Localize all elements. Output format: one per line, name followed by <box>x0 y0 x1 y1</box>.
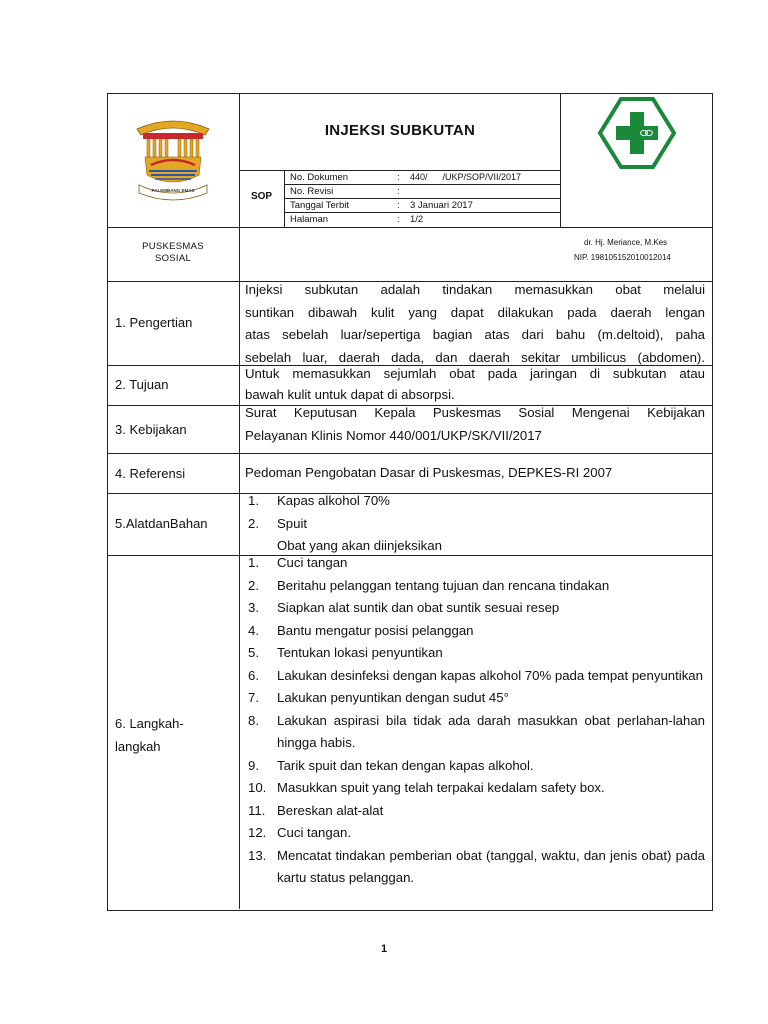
meta-sep-dokumen: : <box>397 172 400 183</box>
section-list-langkah <box>248 552 705 890</box>
list-item-text: Tentukan lokasi penyuntikan <box>277 645 443 660</box>
page-number: 1 <box>380 943 388 955</box>
list-item-text: Lakukan aspirasi bila tidak ada darah masukkan obat perlahan-lahan hingga habis. <box>277 712 705 750</box>
list-item-text: Siapkan alat suntik dan obat suntik sesuai resep <box>277 600 560 615</box>
meta-top-line <box>239 170 561 171</box>
health-cross-icon <box>597 97 677 169</box>
meta-line-3 <box>284 198 561 199</box>
list-item <box>248 513 705 536</box>
list-item-number: 13. <box>248 847 267 863</box>
list-item-number: 5. <box>248 645 259 660</box>
meta-value-tanggal: 3 Januari 2017 <box>410 200 473 211</box>
langkah-label-line2: langkah <box>115 738 161 754</box>
list-item <box>248 755 705 778</box>
list-item <box>248 800 705 823</box>
list-item <box>248 665 705 688</box>
org-name <box>107 241 239 265</box>
list-item-number: 1. <box>248 555 259 570</box>
list-item-number: 4. <box>248 622 259 638</box>
list-item <box>248 845 705 890</box>
city-logo <box>133 115 213 205</box>
meta-line-2 <box>284 184 561 185</box>
list-item-number: 10. <box>248 780 267 795</box>
list-item-text: Masukkan spuit yang telah terpakai kedalam safety box. <box>277 780 605 795</box>
langkah-label-line1: 6. Langkah- <box>115 716 184 731</box>
meta-label-revisi: No. Revisi <box>290 186 334 197</box>
list-item <box>248 552 705 575</box>
section-label-alat: 5.AlatdanBahan <box>115 516 208 531</box>
list-item <box>248 687 705 710</box>
section-label-pengertian: 1. Pengertian <box>115 315 193 330</box>
list-item-text: Beritahu pelanggan tentang tujuan dan rencana tindakan <box>277 577 610 593</box>
meta-line-4 <box>284 212 561 213</box>
row-line-referensi <box>107 453 713 454</box>
list-item <box>248 620 705 643</box>
section-label-tujuan: 2. Tujuan <box>115 377 169 392</box>
langkah-list <box>248 552 705 890</box>
col-divider-left <box>239 93 240 909</box>
list-item-text: Spuit <box>277 515 308 531</box>
signer-name: dr. Hj. Meriance, M.Kes <box>584 238 668 247</box>
section-text-tujuan <box>245 363 705 405</box>
list-item <box>248 710 705 755</box>
list-item-number: 2. <box>248 577 259 593</box>
list-item <box>248 777 705 800</box>
meta-value-dokumen: 440/ /UKP/SOP/VII/2017 <box>410 172 522 182</box>
list-item <box>248 822 705 845</box>
list-item-number: 11. <box>248 802 266 818</box>
section-label-langkah <box>115 713 184 758</box>
list-item-text: Cuci tangan <box>277 555 348 570</box>
meta-value-halaman: 1/2 <box>410 214 424 225</box>
org-name-line2: SOSIAL <box>154 253 192 264</box>
puskesmas-logo <box>597 97 677 169</box>
list-item-number: 2. <box>248 515 259 531</box>
list-item <box>248 597 705 620</box>
section-list-alat <box>248 490 705 558</box>
list-item-number: 7. <box>248 690 259 705</box>
page-title: INJEKSI SUBKUTAN <box>324 122 476 139</box>
section-text-referensi: Pedoman Pengobatan Dasar di Puskesmas, DEPKES-RI 2007 <box>245 465 613 480</box>
meta-sep-halaman: : <box>397 214 400 225</box>
list-item-number: 6. <box>248 667 259 683</box>
list-item <box>248 490 705 513</box>
pengertian-line: suntikan dibawah kulit yang dapat dilakukan pada daerah lengan <box>245 304 705 320</box>
list-item-text: Lakukan penyuntikan dengan sudut 45° <box>277 690 509 705</box>
sop-label: SOP <box>250 191 273 202</box>
list-item-text: Cuci tangan. <box>277 825 352 840</box>
pengertian-line: atas sebelah luar/sepertiga bagian atas dari bahu (m.deltoid), paha <box>245 327 705 342</box>
meta-label-tanggal: Tanggal Terbit <box>290 200 349 211</box>
meta-label-halaman: Halaman <box>290 214 329 225</box>
list-item <box>248 575 705 598</box>
header-bottom-line <box>107 227 713 228</box>
alat-list <box>248 490 705 558</box>
section-text-kebijakan <box>245 402 705 447</box>
pengertian-line: sebelah luar, daerah dada, dan daerah sekitar umbilicus (abdomen). <box>245 349 705 365</box>
list-item-text: Bantu mengatur posisi pelanggan <box>277 622 474 638</box>
section-label-kebijakan: 3. Kebijakan <box>115 422 187 437</box>
pengertian-line: Injeksi subkutan adalah tindakan memasukkan obat melalui <box>245 282 705 297</box>
list-item-number: 9. <box>248 757 259 773</box>
list-item-number: 8. <box>248 712 259 728</box>
section-label-referensi: 4. Referensi <box>115 466 186 481</box>
list-item-text: Bereskan alat-alat <box>277 802 384 818</box>
meta-label-dokumen: No. Dokumen <box>290 172 349 183</box>
tujuan-line: bawah kulit untuk dapat di absorpsi. <box>245 387 455 402</box>
col-divider-right-header <box>560 93 561 227</box>
list-item-number: 3. <box>248 600 259 615</box>
section-text-pengertian <box>245 279 705 369</box>
list-item-text: Tarik spuit dan tekan dengan kapas alkohol. <box>277 757 534 773</box>
list-item <box>248 642 705 665</box>
sop-document <box>107 93 713 911</box>
list-item-text: Obat yang akan diinjeksikan <box>277 538 442 553</box>
city-logo-text: PALEMBANG EMAS <box>151 188 195 193</box>
list-item-text: Kapas alkohol 70% <box>277 493 390 508</box>
kebijakan-line: Surat Keputusan Kepala Puskesmas Sosial Mengenai Kebijakan <box>245 405 705 420</box>
meta-sep-revisi: : <box>397 186 400 197</box>
meta-sep-tanggal: : <box>397 200 400 211</box>
tujuan-line: Untuk memasukkan sejumlah obat pada jaringan di subkutan atau <box>245 366 705 381</box>
list-item-number: 1. <box>248 493 259 508</box>
list-item-text: Lakukan desinfeksi dengan kapas alkohol 70% pada tempat penyuntikan <box>277 667 703 683</box>
kebijakan-line: Pelayanan Klinis Nomor 440/001/UKP/SK/VII/2017 <box>245 427 542 443</box>
signer-nip: NIP. 198105152010012014 <box>574 253 671 262</box>
org-name-line1: PUSKESMAS <box>142 241 204 252</box>
list-item-number: 12. <box>248 825 267 840</box>
list-item-text: Mencatat tindakan pemberian obat (tanggal, waktu, dan jenis obat) pada kartu status pelanggan. <box>277 847 705 885</box>
